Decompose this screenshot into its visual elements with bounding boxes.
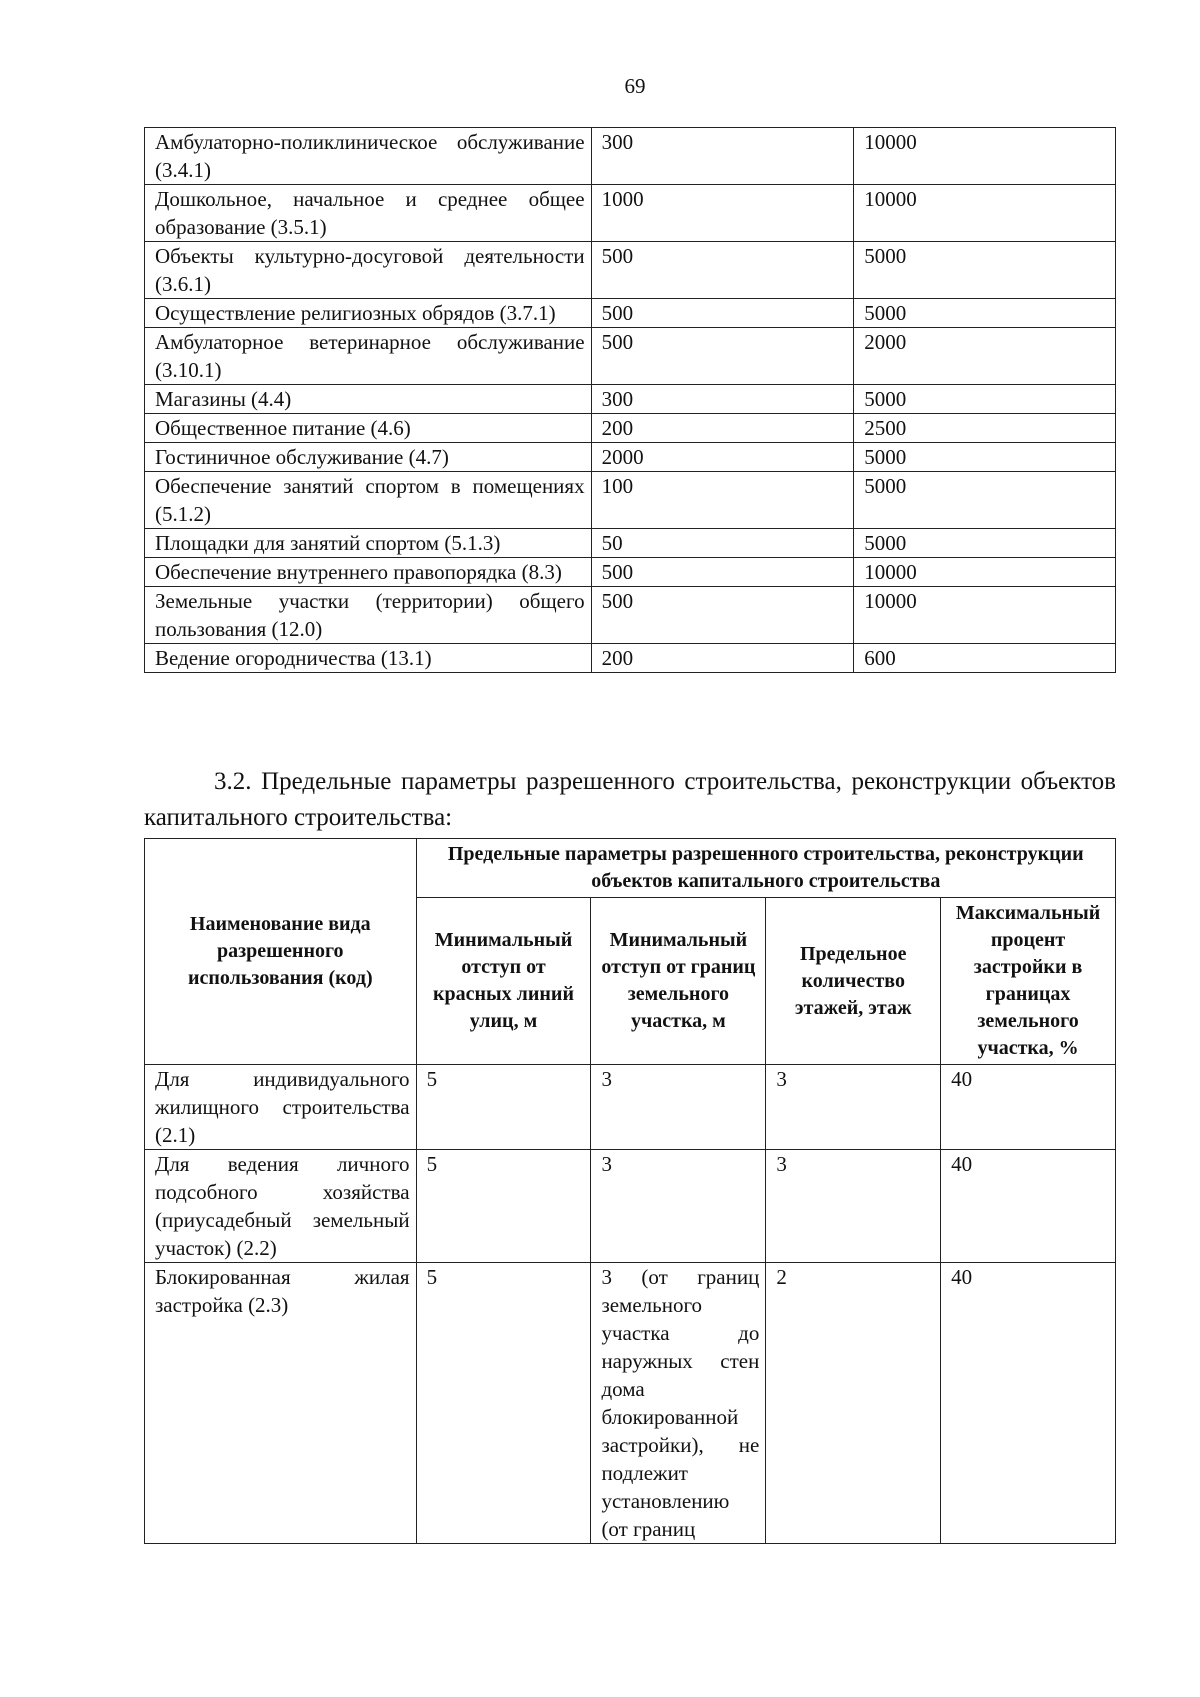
table-row — [145, 587, 1116, 644]
red-line-cell: 5 — [416, 1150, 591, 1263]
min-area-cell: 2000 — [591, 443, 854, 472]
min-area-cell: 200 — [591, 414, 854, 443]
use-type-cell: Амбулаторно-поликлиническое обслуживание (3.4.1) — [145, 128, 592, 185]
header-group: Предельные параметры разрешенного строительства, реконструкции объектов капитального строительства — [416, 839, 1115, 898]
table-row — [145, 185, 1116, 242]
min-area-cell: 100 — [591, 472, 854, 529]
max-area-cell: 2000 — [854, 328, 1116, 385]
table-row — [145, 1065, 1116, 1150]
table-row — [145, 443, 1116, 472]
table-row — [145, 472, 1116, 529]
use-type-cell: Ведение огородничества (13.1) — [145, 644, 592, 673]
use-type-cell: Обеспечение занятий спортом в помещениях (5.1.2) — [145, 472, 592, 529]
table-row — [145, 128, 1116, 185]
table-row — [145, 414, 1116, 443]
max-area-cell: 5000 — [854, 299, 1116, 328]
min-area-cell: 300 — [591, 128, 854, 185]
min-area-cell: 500 — [591, 328, 854, 385]
max-area-cell: 10000 — [854, 558, 1116, 587]
percent-cell: 40 — [941, 1065, 1116, 1150]
use-type-cell: Общественное питание (4.6) — [145, 414, 592, 443]
use-type-cell: Обеспечение внутреннего правопорядка (8.3) — [145, 558, 592, 587]
floors-cell: 2 — [766, 1263, 941, 1544]
use-type-cell: Дошкольное, начальное и среднее общее образование (3.5.1) — [145, 185, 592, 242]
use-type-cell: Блокированная жилая застройка (2.3) — [145, 1263, 417, 1544]
header-build-percent: Максимальный процент застройки в границах земельного участка, % — [941, 898, 1116, 1065]
section-paragraph — [144, 764, 1116, 836]
table-row — [145, 242, 1116, 299]
min-area-cell: 500 — [591, 558, 854, 587]
percent-cell: 40 — [941, 1150, 1116, 1263]
boundary-cell: 3 (от границ земельного участка до наружных стен дома блокированной застройки), не подлежит установлению (от границ — [591, 1263, 766, 1544]
max-area-cell: 5000 — [854, 242, 1116, 299]
min-area-cell: 500 — [591, 242, 854, 299]
max-area-cell: 10000 — [854, 587, 1116, 644]
max-area-cell: 10000 — [854, 185, 1116, 242]
max-area-cell: 2500 — [854, 414, 1116, 443]
use-type-cell: Земельные участки (территории) общего пользования (12.0) — [145, 587, 592, 644]
max-area-cell: 10000 — [854, 128, 1116, 185]
use-type-cell: Для индивидуального жилищного строительства (2.1) — [145, 1065, 417, 1150]
table-row — [145, 644, 1116, 673]
max-area-cell: 5000 — [854, 385, 1116, 414]
header-boundary-setback: Минимальный отступ от границ земельного участка, м — [591, 898, 766, 1065]
min-area-cell: 500 — [591, 299, 854, 328]
floors-cell: 3 — [766, 1065, 941, 1150]
table-row — [145, 328, 1116, 385]
use-type-cell: Гостиничное обслуживание (4.7) — [145, 443, 592, 472]
header-red-line-setback: Минимальный отступ от красных линий улиц, м — [416, 898, 591, 1065]
use-type-cell: Амбулаторное ветеринарное обслуживание (3.10.1) — [145, 328, 592, 385]
min-area-cell: 50 — [591, 529, 854, 558]
use-type-cell: Осуществление религиозных обрядов (3.7.1) — [145, 299, 592, 328]
table-row — [145, 529, 1116, 558]
section-text: 3.2. Предельные параметры разрешенного строительства, реконструкции объектов капитального строительства: — [144, 768, 1116, 831]
use-type-cell: Объекты культурно-досуговой деятельности (3.6.1) — [145, 242, 592, 299]
boundary-cell: 3 — [591, 1150, 766, 1263]
table-row — [145, 299, 1116, 328]
table-row — [145, 1263, 1116, 1544]
min-area-cell: 1000 — [591, 185, 854, 242]
header-floors: Предельное количество этажей, этаж — [766, 898, 941, 1065]
table-row — [145, 385, 1116, 414]
floors-cell: 3 — [766, 1150, 941, 1263]
use-type-cell: Для ведения личного подсобного хозяйства (приусадебный земельный участок) (2.2) — [145, 1150, 417, 1263]
header-use-type: Наименование вида разрешенного использования (код) — [145, 839, 417, 1065]
page-number: 69 — [624, 74, 646, 98]
header-row — [145, 839, 1116, 898]
construction-parameters-table — [144, 838, 1116, 1544]
max-area-cell: 5000 — [854, 443, 1116, 472]
max-area-cell: 5000 — [854, 529, 1116, 558]
table-row — [145, 1150, 1116, 1263]
red-line-cell: 5 — [416, 1065, 591, 1150]
land-plot-size-table — [144, 127, 1116, 673]
boundary-cell: 3 — [591, 1065, 766, 1150]
min-area-cell: 300 — [591, 385, 854, 414]
min-area-cell: 500 — [591, 587, 854, 644]
percent-cell: 40 — [941, 1263, 1116, 1544]
red-line-cell: 5 — [416, 1263, 591, 1544]
table-row — [145, 558, 1116, 587]
use-type-cell: Площадки для занятий спортом (5.1.3) — [145, 529, 592, 558]
max-area-cell: 5000 — [854, 472, 1116, 529]
max-area-cell: 600 — [854, 644, 1116, 673]
use-type-cell: Магазины (4.4) — [145, 385, 592, 414]
min-area-cell: 200 — [591, 644, 854, 673]
